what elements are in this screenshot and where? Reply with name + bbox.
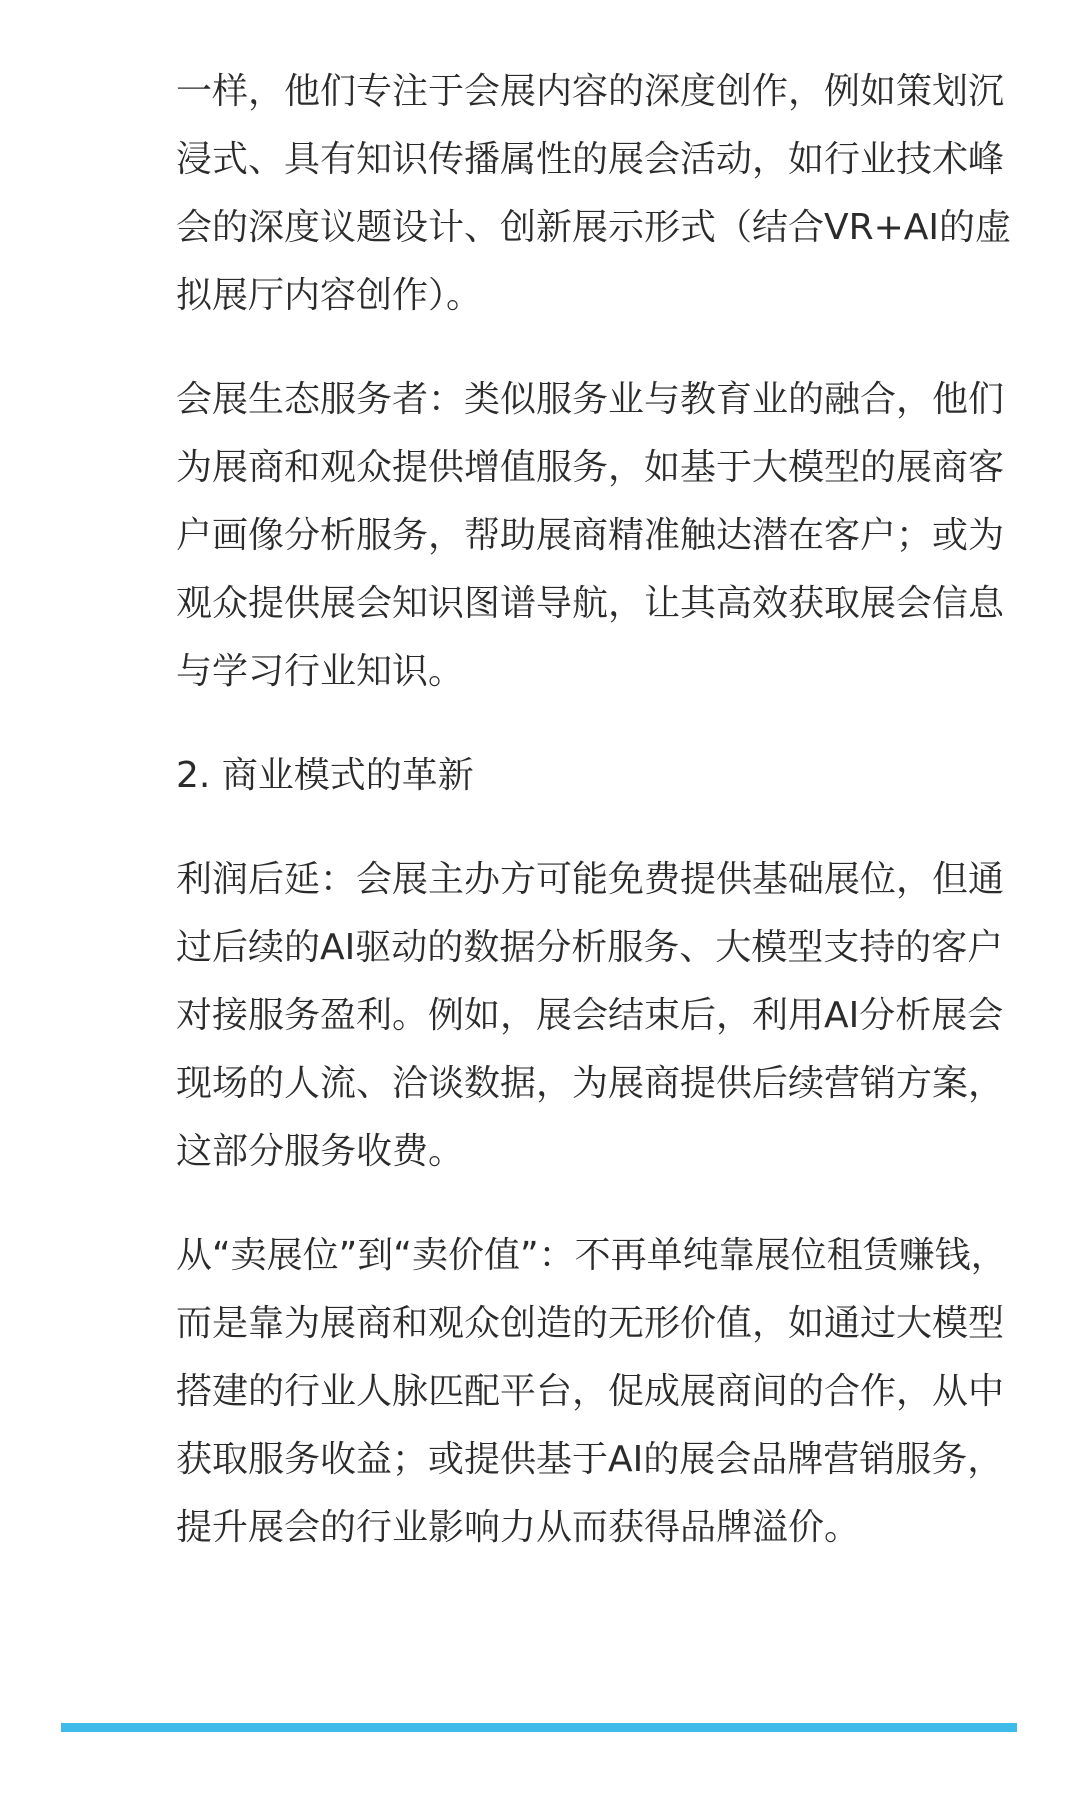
paragraph-ecosystem-service: 会展生态服务者：类似服务业与教育业的融合，他们为展商和观众提供增值服务，如基于大模型的展商客户画像分析服务，帮助展商精准触达潜在客户；或为观众提供展会知识图谱导航，让其高效获取展会信息与学习行业知识。 [176,379,1005,692]
accent-divider-bar [61,1723,1017,1732]
paragraph-sell-value: 从“卖展位”到“卖价值”：不再单纯靠展位租赁赚钱，而是靠为展商和观众创造的无形价值，如通过大模型搭建的行业人脉匹配平台，促成展商间的合作，从中获取服务收益；或提供基于AI的展会品牌营销服务，提升展会的行业影响力从而获得品牌溢价。 [176,1235,1007,1548]
paragraph-profit-deferral: 利润后延：会展主办方可能免费提供基础展位，但通过后续的AI驱动的数据分析服务、大模型支持的客户对接服务盈利。例如，展会结束后，利用AI分析展会现场的人流、洽谈数据，为展商提供后续营销方案，这部分服务收费。 [176,859,1005,1172]
article-body [176,58,1026,1598]
section-heading-business-model: 2. 商业模式的革新 [176,755,474,796]
paragraph-content-creators: 一样，他们专注于会展内容的深度创作，例如策划沉浸式、具有知识传播属性的展会活动，如行业技术峰会的深度议题设计、创新展示形式（结合VR+AI的虚拟展厅内容创作）。 [176,71,1012,316]
